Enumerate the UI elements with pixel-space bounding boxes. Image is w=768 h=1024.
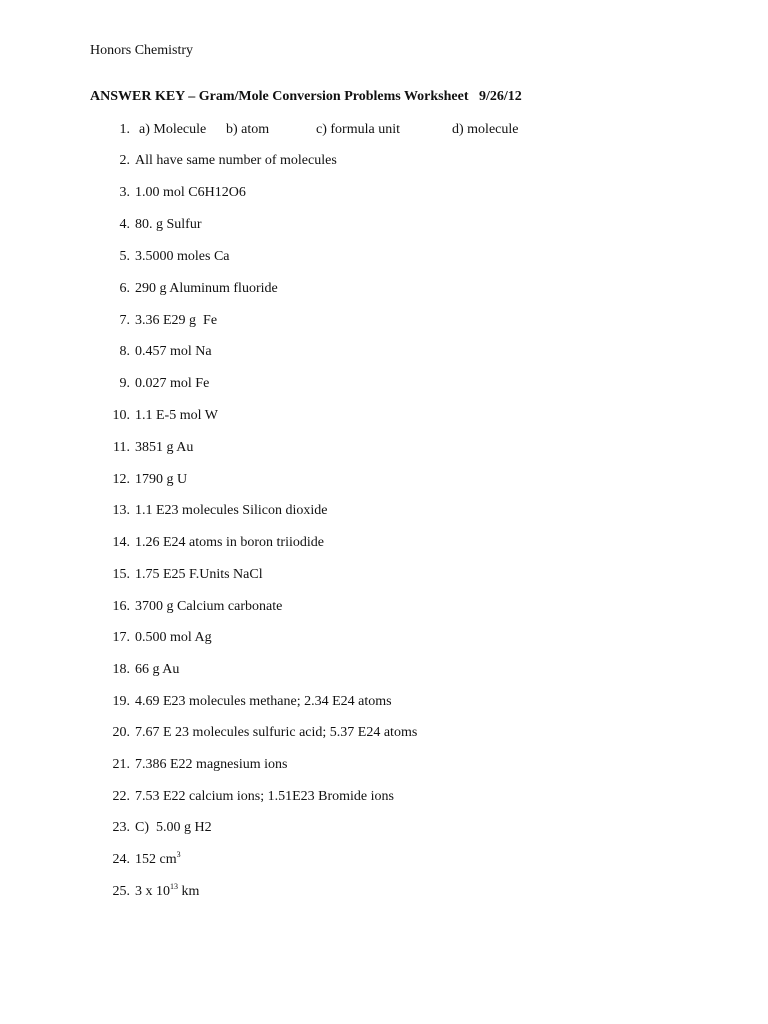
answer-text: 7.53 E22 calcium ions; 1.51E23 Bromide ions: [135, 789, 394, 804]
answer-exponent: 3: [176, 850, 181, 859]
item-number: 11.: [113, 440, 130, 455]
answer-part-a: a) Molecule: [139, 122, 207, 137]
course-name: Honors Chemistry: [90, 43, 194, 58]
answer-item-12: [0, 470, 768, 490]
answer-item-14: [0, 533, 768, 553]
answer-exponent: 13: [170, 882, 178, 891]
answer-item-15: [0, 565, 768, 585]
answer-item-17: [0, 628, 768, 648]
answer-part-d: d) molecule: [452, 122, 519, 137]
answer-item-16: [0, 597, 768, 617]
item-number: 24.: [112, 852, 130, 867]
item-number: 25.: [112, 884, 130, 899]
answer-text: [135, 882, 199, 902]
worksheet-title: ANSWER KEY – Gram/Mole Conversion Problems Worksheet 9/26/12: [90, 89, 522, 104]
answer-part-b: b) atom: [226, 122, 270, 137]
item-number: 2.: [119, 153, 130, 168]
item-number: 23.: [112, 820, 130, 835]
answer-text: 3700 g Calcium carbonate: [135, 599, 283, 614]
answer-item-8: [0, 342, 768, 362]
item-number: 6.: [119, 281, 130, 296]
answer-text: 0.457 mol Na: [135, 344, 212, 359]
answer-text: 1.1 E-5 mol W: [135, 408, 218, 423]
item-number: 10.: [112, 408, 130, 423]
item-number: 16.: [112, 599, 130, 614]
item-number: 21.: [112, 757, 130, 772]
answer-item-19: [0, 692, 768, 712]
answer-text: All have same number of molecules: [135, 153, 337, 168]
answer-item-1: [0, 120, 768, 140]
item-number: 1.: [119, 122, 130, 137]
item-number: 5.: [119, 249, 130, 264]
item-number: 15.: [112, 567, 130, 582]
answer-item-13: [0, 501, 768, 521]
answer-item-23: [0, 818, 768, 838]
item-number: 12.: [112, 472, 130, 487]
answer-text: C) 5.00 g H2: [135, 820, 212, 835]
answer-item-21: [0, 755, 768, 775]
answer-text: 3.36 E29 g Fe: [135, 313, 218, 328]
answer-item-4: [0, 215, 768, 235]
answer-item-3: [0, 183, 768, 203]
answer-item-18: [0, 660, 768, 680]
answer-part-c: c) formula unit: [316, 122, 400, 137]
answer-item-20: [0, 723, 768, 743]
answer-item-10: [0, 406, 768, 426]
answer-text: 1.26 E24 atoms in boron triiodide: [135, 535, 324, 550]
item-number: 3.: [119, 185, 130, 200]
answer-item-9: [0, 374, 768, 394]
answer-item-11: [0, 438, 768, 458]
answer-base: 152 cm: [135, 852, 177, 867]
answer-text: 66 g Au: [135, 662, 180, 677]
item-number: 7.: [119, 313, 130, 328]
answer-text: 4.69 E23 molecules methane; 2.34 E24 atoms: [135, 694, 392, 709]
answer-text: 0.500 mol Ag: [135, 630, 212, 645]
answer-item-22: [0, 787, 768, 807]
answer-base: 3 x 10: [135, 884, 170, 899]
item-number: 19.: [112, 694, 130, 709]
item-number: 18.: [112, 662, 130, 677]
answer-unit: km: [178, 884, 200, 899]
answer-text: 1.75 E25 F.Units NaCl: [135, 567, 263, 582]
answer-item-25: [0, 882, 768, 902]
answer-text: 7.386 E22 magnesium ions: [135, 757, 288, 772]
answer-text: 0.027 mol Fe: [135, 376, 210, 391]
answer-item-7: [0, 311, 768, 331]
answer-text: 80. g Sulfur: [135, 217, 202, 232]
answer-text: 1.00 mol C6H12O6: [135, 185, 246, 200]
answer-text: 3.5000 moles Ca: [135, 249, 230, 264]
answer-text: 7.67 E 23 molecules sulfuric acid; 5.37 E24 atoms: [135, 725, 418, 740]
answer-item-5: [0, 247, 768, 267]
answer-item-24: [0, 850, 768, 870]
answer-item-2: [0, 151, 768, 171]
answer-item-6: [0, 279, 768, 299]
item-number: 13.: [112, 503, 130, 518]
item-number: 9.: [119, 376, 130, 391]
answer-text: [135, 850, 181, 870]
item-number: 20.: [112, 725, 130, 740]
item-number: 22.: [112, 789, 130, 804]
answer-text: 290 g Aluminum fluoride: [135, 281, 278, 296]
answer-text: 3851 g Au: [135, 440, 194, 455]
answer-text: 1.1 E23 molecules Silicon dioxide: [135, 503, 328, 518]
item-number: 17.: [112, 630, 130, 645]
item-number: 8.: [119, 344, 130, 359]
item-number: 14.: [112, 535, 130, 550]
item-number: 4.: [119, 217, 130, 232]
answer-text: 1790 g U: [135, 472, 188, 487]
